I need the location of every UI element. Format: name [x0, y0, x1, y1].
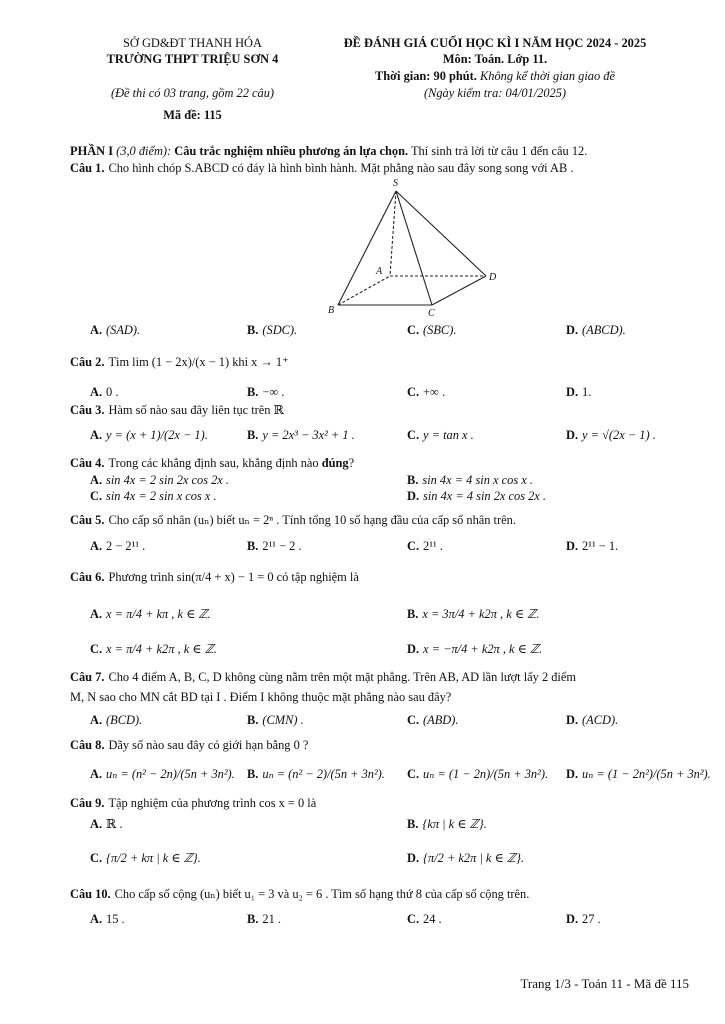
pyramid-figure	[320, 174, 510, 324]
q9-option-b[interactable]	[407, 817, 487, 832]
option-label: C.	[407, 713, 420, 727]
q7-option-b[interactable]	[247, 713, 304, 728]
option-label: D.	[566, 428, 579, 442]
option-text: uₙ = (1 − 2n)/(5n + 3n²).	[423, 767, 549, 781]
question-10	[70, 887, 529, 902]
option-label: A.	[90, 607, 103, 621]
option-text: (ACD).	[582, 713, 619, 727]
question-number: Câu 4.	[70, 456, 105, 470]
option-label: B.	[407, 607, 419, 621]
option-label: A.	[90, 385, 103, 399]
question-number: Câu 7.	[70, 670, 105, 684]
q6-option-c[interactable]	[90, 642, 217, 657]
option-text: 2¹¹ .	[423, 539, 443, 553]
option-label: B.	[247, 713, 259, 727]
option-label: C.	[407, 767, 420, 781]
option-text: ℝ .	[106, 817, 123, 831]
question-number: Câu 6.	[70, 570, 105, 584]
question-number: Câu 1.	[70, 161, 105, 175]
time-note: Không kể thời gian giao đề	[476, 69, 615, 83]
option-label: A.	[90, 428, 103, 442]
question-4	[70, 456, 354, 471]
vertex-label-S: S	[393, 178, 398, 189]
question-number: Câu 2.	[70, 355, 105, 369]
option-text: 15 .	[106, 912, 125, 926]
option-text: (ABD).	[423, 713, 459, 727]
vertex-label-C: C	[428, 308, 435, 319]
option-text: −∞ .	[262, 385, 285, 399]
option-text: {kπ | k ∈ ℤ}.	[422, 817, 487, 831]
option-label: D.	[566, 323, 579, 337]
vertex-label-A: A	[376, 266, 383, 277]
q2-option-c[interactable]	[407, 385, 445, 400]
option-label: C.	[407, 323, 420, 337]
edge-SA	[390, 191, 396, 276]
option-text: {π/2 + kπ | k ∈ ℤ}.	[106, 851, 201, 865]
part1-heading	[70, 144, 587, 159]
question-number: Câu 9.	[70, 796, 105, 810]
q5-option-c[interactable]	[407, 539, 443, 554]
q9-option-a[interactable]	[90, 817, 123, 832]
vertex-label-B: B	[328, 305, 335, 316]
question-2	[70, 355, 289, 370]
q10-option-d[interactable]	[566, 912, 601, 927]
option-text: y = tan x .	[423, 428, 474, 442]
option-text: 0 .	[106, 385, 119, 399]
question-number: Câu 3.	[70, 403, 105, 417]
part1-title: PHẦN I	[70, 144, 114, 158]
q10-option-a[interactable]	[90, 912, 125, 927]
option-label: B.	[407, 817, 419, 831]
option-text: 1.	[582, 385, 592, 399]
option-text: x = 3π/4 + k2π , k ∈ ℤ.	[422, 607, 540, 621]
part1-type: Câu trắc nghiệm nhiều phương án lựa chọn.	[174, 144, 409, 158]
question-number: Câu 10.	[70, 887, 111, 901]
question-text: Tập nghiệm của phương trình cos x = 0 là	[108, 796, 317, 810]
q4-option-a[interactable]	[90, 473, 229, 488]
q10-option-b[interactable]	[247, 912, 281, 927]
q1-option-d[interactable]	[566, 323, 626, 338]
q8-option-b[interactable]	[247, 767, 385, 782]
question-text: Cho cấp số nhân (uₙ) biết uₙ = 2ⁿ . Tính tổng 10 số hạng đầu của cấp số nhân trên.	[108, 513, 516, 527]
part1-instruction: Thí sinh trả lời từ câu 1 đến câu 12.	[408, 144, 588, 158]
question-text: Hàm số nào sau đây liên tục trên ℝ	[108, 403, 284, 417]
q7-option-a[interactable]	[90, 713, 142, 728]
question-text: Dãy số nào sau đây có giới hạn bằng 0 ?	[108, 738, 309, 752]
q3-option-a[interactable]	[90, 428, 208, 443]
option-text: y = 2x³ − 3x² + 1 .	[262, 428, 355, 442]
q3-option-d[interactable]	[566, 428, 656, 443]
option-text: y = √(2x − 1) .	[582, 428, 656, 442]
question-7-line2: M, N sao cho MN cắt BD tại I . Điểm I không thuộc mặt phẳng nào sau đây?	[70, 690, 452, 704]
question-number: Câu 8.	[70, 738, 105, 752]
q1-option-b[interactable]	[247, 323, 297, 338]
option-label: A.	[90, 473, 103, 487]
option-text: (SBC).	[423, 323, 457, 337]
question-text: Tìm lim (1 − 2x)/(x − 1) khi x → 1⁺	[108, 355, 289, 369]
q4-option-d[interactable]	[407, 489, 546, 504]
option-label: C.	[407, 428, 420, 442]
q6-option-a[interactable]	[90, 607, 211, 622]
option-label: B.	[247, 385, 259, 399]
option-label: B.	[247, 767, 259, 781]
option-label: C.	[407, 912, 420, 926]
option-text: (SAD).	[106, 323, 141, 337]
q1-option-c[interactable]	[407, 323, 456, 338]
option-label: C.	[407, 385, 420, 399]
header-code: Mã đề: 115	[163, 108, 222, 122]
q3-option-b[interactable]	[247, 428, 355, 443]
header-pages-note: (Đề thi có 03 trang, gồm 22 câu)	[110, 86, 275, 100]
question-8	[70, 738, 308, 753]
q8-option-a[interactable]	[90, 767, 235, 782]
edge-CD	[432, 276, 486, 305]
option-label: D.	[566, 767, 579, 781]
option-text: uₙ = (n² − 2n)/(5n + 3n²).	[106, 767, 235, 781]
question-text: Cho 4 điểm A, B, C, D không cùng nằm trên một mặt phẳng. Trên AB, AD lần lượt lấy 2 điểm	[108, 670, 577, 684]
q6-option-d[interactable]	[407, 642, 542, 657]
option-label: A.	[90, 817, 103, 831]
question-5	[70, 513, 516, 528]
option-label: C.	[90, 851, 103, 865]
option-label: B.	[247, 912, 259, 926]
option-text: sin 4x = 4 sin 2x cos 2x .	[423, 489, 547, 503]
page-footer: Trang 1/3 - Toán 11 - Mã đề 115	[520, 976, 689, 991]
question-number: Câu 5.	[70, 513, 105, 527]
option-label: A.	[90, 767, 103, 781]
q9-option-c[interactable]	[90, 851, 201, 866]
q5-option-d[interactable]	[566, 539, 618, 554]
q8-option-d[interactable]	[566, 767, 711, 782]
option-text: 2¹¹ − 1.	[582, 539, 619, 553]
q2-option-d[interactable]	[566, 385, 591, 400]
option-label: C.	[90, 489, 103, 503]
option-label: D.	[566, 912, 579, 926]
edge-SB	[338, 191, 396, 305]
option-label: C.	[407, 539, 420, 553]
option-text: +∞ .	[423, 385, 446, 399]
header-school: TRƯỜNG THPT TRIỆU SƠN 4	[106, 52, 279, 66]
q4-option-b[interactable]	[407, 473, 533, 488]
q6-option-b[interactable]	[407, 607, 539, 622]
option-text: 2¹¹ − 2 .	[262, 539, 302, 553]
q2-option-b[interactable]	[247, 385, 284, 400]
option-text: (ABCD).	[582, 323, 626, 337]
option-label: D.	[566, 385, 579, 399]
question-text: Trong các khẳng định sau, khẳng định nào	[108, 456, 319, 470]
option-label: A.	[90, 539, 103, 553]
option-text: {π/2 + k2π | k ∈ ℤ}.	[423, 851, 525, 865]
question-text: Phương trình sin(π/4 + x) − 1 = 0 có tập nghiệm là	[108, 570, 359, 584]
option-label: D.	[407, 851, 420, 865]
option-label: B.	[407, 473, 419, 487]
q8-option-c[interactable]	[407, 767, 548, 782]
question-text-end: ?	[348, 456, 355, 470]
option-label: B.	[247, 539, 259, 553]
option-text: x = π/4 + kπ , k ∈ ℤ.	[106, 607, 211, 621]
option-label: A.	[90, 323, 103, 337]
option-text: 27 .	[582, 912, 601, 926]
q1-option-a[interactable]	[90, 323, 140, 338]
option-label: B.	[247, 323, 259, 337]
option-text: x = π/4 + k2π , k ∈ ℤ.	[106, 642, 217, 656]
option-text: sin 4x = 4 sin x cos x .	[422, 473, 533, 487]
option-text: uₙ = (1 − 2n²)/(5n + 3n²).	[582, 767, 711, 781]
option-text: (BCD).	[106, 713, 143, 727]
option-label: A.	[90, 713, 103, 727]
option-text: sin 4x = 2 sin x cos x .	[106, 489, 217, 503]
exam-title: ĐỀ ĐÁNH GIÁ CUỐI HỌC KÌ I NĂM HỌC 2024 - 2025	[343, 36, 647, 50]
option-label: D.	[566, 539, 579, 553]
exam-subject: Môn: Toán. Lớp 11.	[442, 52, 548, 66]
option-text: sin 4x = 2 sin 2x cos 2x .	[106, 473, 230, 487]
header-dept: SỞ GD&ĐT THANH HÓA	[123, 36, 262, 50]
option-text: uₙ = (n² − 2)/(5n + 3n²).	[262, 767, 385, 781]
q7-option-c[interactable]	[407, 713, 458, 728]
time-label: Thời gian: 90 phút.	[375, 69, 477, 83]
vertex-label-D: D	[489, 272, 497, 283]
exam-time	[300, 69, 690, 84]
option-label: D.	[566, 713, 579, 727]
part1-points: (3,0 điểm):	[113, 144, 175, 158]
option-text: 21 .	[262, 912, 281, 926]
exam-date: (Ngày kiểm tra: 04/01/2025)	[423, 86, 567, 100]
q2-option-a[interactable]	[90, 385, 118, 400]
option-label: D.	[407, 642, 420, 656]
q7-option-d[interactable]	[566, 713, 618, 728]
emphasis-word: đúng	[321, 456, 349, 470]
option-text: 24 .	[423, 912, 442, 926]
q5-option-b[interactable]	[247, 539, 302, 554]
q5-option-a[interactable]	[90, 539, 145, 554]
question-6	[70, 570, 359, 585]
option-label: A.	[90, 912, 103, 926]
option-text: y = (x + 1)/(2x − 1).	[106, 428, 208, 442]
q4-option-c[interactable]	[90, 489, 217, 504]
option-text: (CMN) .	[262, 713, 304, 727]
option-label: B.	[247, 428, 259, 442]
option-text: 2 − 2¹¹ .	[106, 539, 146, 553]
q3-option-c[interactable]	[407, 428, 474, 443]
q9-option-d[interactable]	[407, 851, 524, 866]
q10-option-c[interactable]	[407, 912, 442, 927]
question-7	[70, 670, 576, 685]
option-label: D.	[407, 489, 420, 503]
question-3	[70, 403, 284, 418]
option-label: C.	[90, 642, 103, 656]
question-text: Cho hình chóp S.ABCD có đáy là hình bình hành. Mặt phẳng nào sau đây song song với AB .	[108, 161, 574, 175]
question-9	[70, 796, 316, 811]
option-text: x = −π/4 + k2π , k ∈ ℤ.	[423, 642, 543, 656]
option-text: (SDC).	[262, 323, 298, 337]
question-text: Cho cấp số cộng (uₙ) biết u₁ = 3 và u₂ = 6 . Tìm số hạng thứ 8 của cấp số cộng trên.	[114, 887, 530, 901]
